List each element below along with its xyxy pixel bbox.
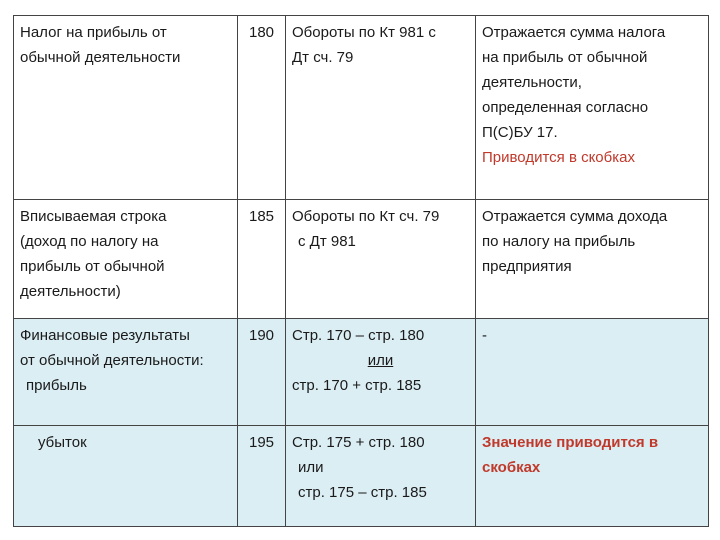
row-formula-line: с Дт 981 (298, 233, 356, 250)
row-formula-cell (286, 426, 476, 527)
row-name-line: Налог на прибыль от (20, 24, 167, 41)
row-code: 195 (248, 434, 275, 451)
row-note-line: определенная согласно (482, 99, 649, 116)
row-code-cell (238, 319, 286, 426)
row-name-cell (14, 200, 238, 319)
row-name-line: (доход по налогу на (20, 233, 159, 250)
row-name-line: Финансовые результаты (20, 327, 190, 344)
row-formula-or: или (367, 352, 394, 369)
row-formula-cell (286, 200, 476, 319)
row-note-line: деятельности, (482, 74, 582, 91)
row-name-line: обычной деятельности (20, 49, 181, 66)
row-formula-line: Обороты по Кт сч. 79 (292, 208, 440, 225)
row-note-line: Отражается сумма налога (482, 24, 666, 41)
row-formula-line: стр. 170 + стр. 185 (292, 377, 422, 394)
row-code-cell (238, 200, 286, 319)
row-name-line: убыток (38, 434, 87, 451)
row-formula-cell (286, 319, 476, 426)
row-name-line: прибыль (26, 377, 87, 394)
row-note-red-line: Значение приводится в (482, 434, 659, 451)
row-note-cell (476, 16, 709, 200)
row-note-line: Отражается сумма дохода (482, 208, 668, 225)
row-note-red-line: Приводится в скобках (482, 149, 635, 166)
row-note-cell (476, 426, 709, 527)
row-code-cell (238, 16, 286, 200)
row-note-cell (476, 200, 709, 319)
row-formula-line: стр. 175 – стр. 185 (298, 484, 427, 501)
row-formula-line: Дт сч. 79 (292, 49, 354, 66)
row-name-line: Вписываемая строка (20, 208, 167, 225)
row-formula-cell (286, 16, 476, 200)
row-note-red-line: скобках (482, 459, 541, 476)
row-formula-line: Стр. 170 – стр. 180 (292, 327, 425, 344)
row-note-line: - (482, 327, 487, 344)
row-note-cell (476, 319, 709, 426)
row-code: 185 (248, 208, 275, 225)
row-name-cell (14, 16, 238, 200)
row-name-cell (14, 319, 238, 426)
row-code: 190 (248, 327, 275, 344)
row-name-line: прибыль от обычной (20, 258, 165, 275)
row-formula-line: Обороты по Кт 981 с (292, 24, 436, 41)
row-note-line: по налогу на прибыль (482, 233, 636, 250)
row-name-line: от обычной деятельности: (20, 352, 204, 369)
report-table (13, 15, 709, 527)
row-note-line: предприятия (482, 258, 572, 275)
table-row (14, 16, 709, 200)
row-note-line: П(С)БУ 17. (482, 124, 558, 141)
table-row (14, 426, 709, 527)
row-name-line: деятельности) (20, 283, 121, 300)
table-row (14, 319, 709, 426)
table-row (14, 200, 709, 319)
row-name-cell (14, 426, 238, 527)
row-note-line: на прибыль от обычной (482, 49, 648, 66)
row-formula-line: или (298, 459, 324, 476)
row-code-cell (238, 426, 286, 527)
row-formula-line: Стр. 175 + стр. 180 (292, 434, 425, 451)
row-code: 180 (248, 24, 275, 41)
